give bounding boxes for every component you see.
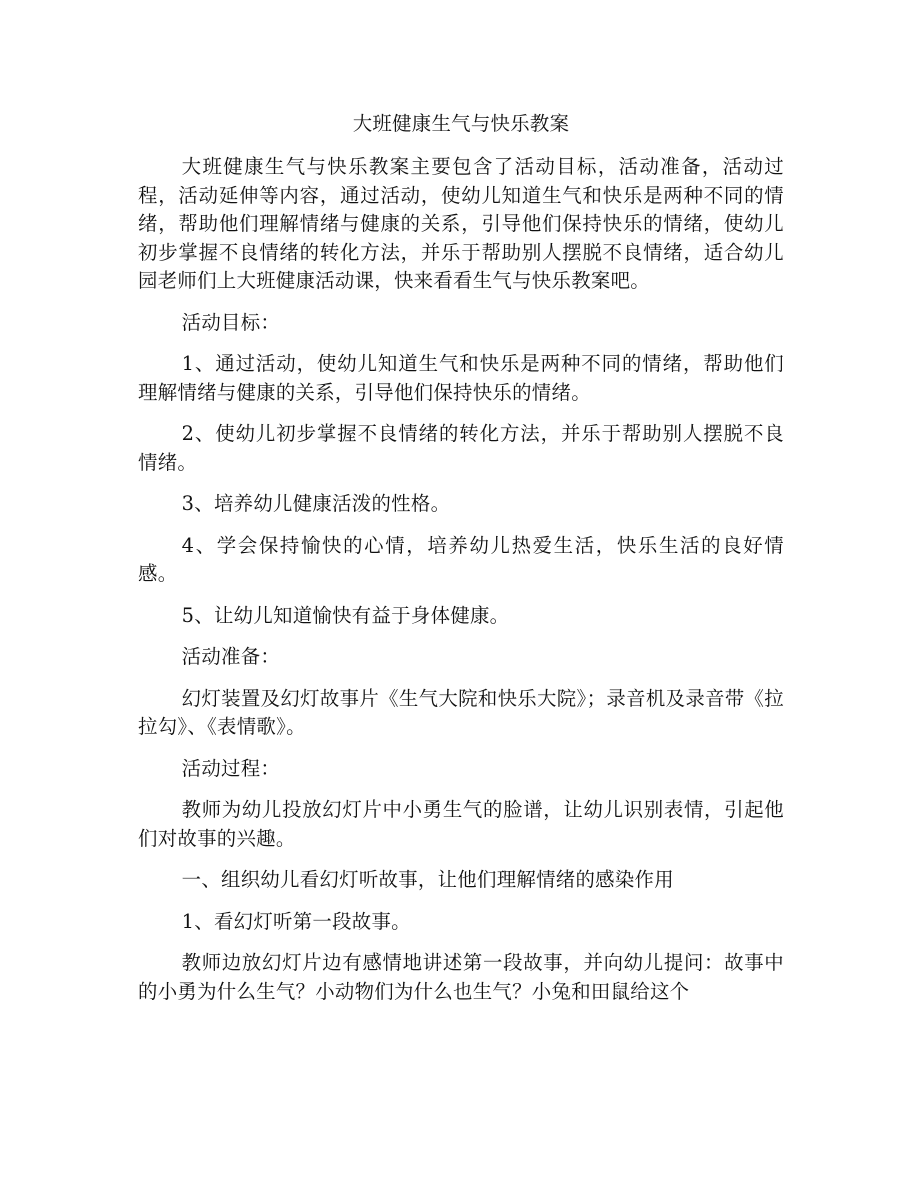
process-substep-1: 1、看幻灯听第一段故事。: [181, 909, 411, 933]
goal-item-4: 4、学会保持愉快的心情，培养幼儿热爱生活，快乐生活的良好情感。: [138, 533, 784, 585]
goal-item-2: 2、使幼儿初步掌握不良情绪的转化方法，并乐于帮助别人摆脱不良情绪。: [138, 422, 784, 474]
process-step-heading-1: 一、组织幼儿看幻灯听故事，让他们理解情绪的感染作用: [181, 868, 674, 891]
process-intro-paragraph: 教师为幼儿投放幻灯片中小勇生气的脸谱，让幼儿识别表情，引起他们对故事的兴趣。: [138, 798, 784, 850]
section-heading-preparation: 活动准备：: [181, 645, 281, 668]
section-heading-goals: 活动目标：: [181, 310, 281, 334]
goal-item-3: 3、培养幼儿健康活泼的性格。: [181, 492, 451, 515]
preparation-paragraph: 幻灯装置及幻灯故事片《生气大院和快乐大院》；录音机及录音带《拉拉勾》、《表情歌》。: [138, 686, 784, 738]
document-body: [138, 110, 784, 1019]
process-substep-1-description: 教师边放幻灯片边有感情地讲述第一段故事，并向幼儿提问：故事中的小勇为什么生气？小动物们为什么也生气？小兔和田鼠给这个: [138, 951, 784, 1003]
section-heading-process: 活动过程：: [181, 756, 281, 780]
intro-paragraph: 大班健康生气与快乐教案主要包含了活动目标，活动准备，活动过程，活动延伸等内容，通过活动，使幼儿知道生气和快乐是两种不同的情绪，帮助他们理解情绪与健康的关系，引导他们保持快乐的情绪，使幼儿初步掌握不良情绪的转化方法，并乐于帮助别人摆脱不良情绪，适合幼儿园老师们上大班健康活动课，快来看看生气与快乐教案吧。: [138, 155, 784, 292]
document-title: 大班健康生气与快乐教案: [352, 112, 570, 135]
goal-item-1: 1、通过活动，使幼儿知道生气和快乐是两种不同的情绪，帮助他们理解情绪与健康的关系，引导他们保持快乐的情绪。: [138, 352, 784, 404]
goal-item-5: 5、让幼儿知道愉快有益于身体健康。: [181, 603, 510, 627]
